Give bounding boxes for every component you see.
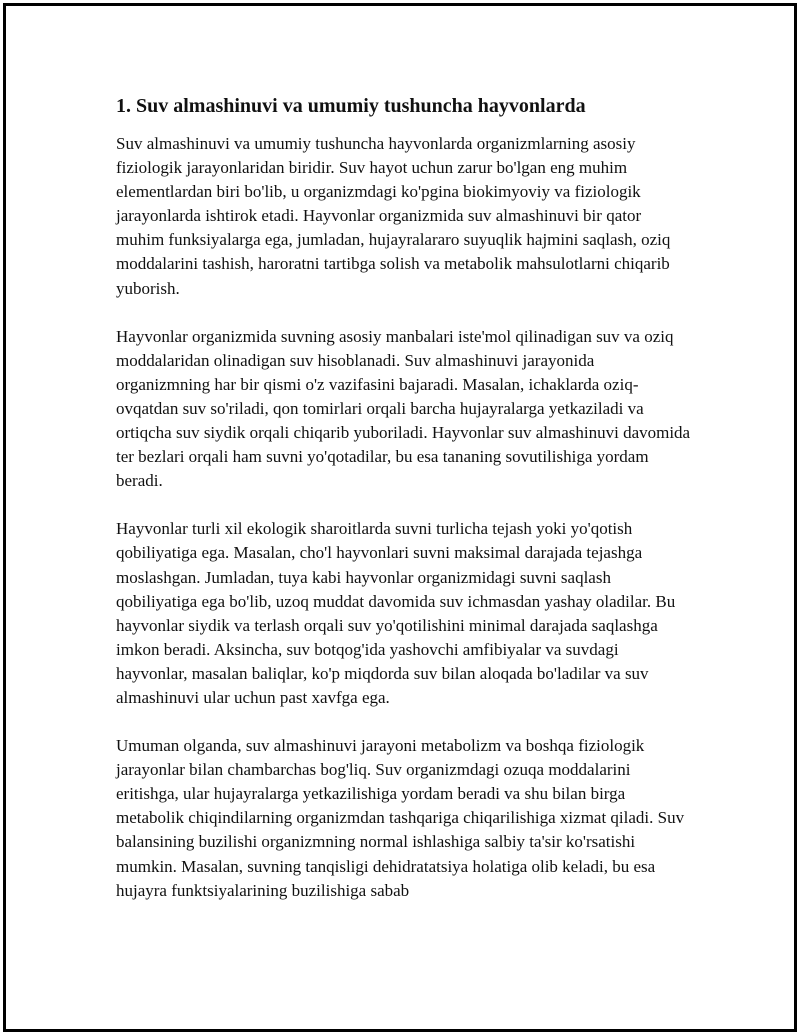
section-heading: 1. Suv almashinuvi va umumiy tushuncha hayvonlarda xyxy=(116,95,586,117)
paragraph-1: Suv almashinuvi va umumiy tushuncha hayvonlarda organizmlarning asosiy fiziologik jarayonlaridan biridir. Suv hayot uchun zarur bo'lgan eng muhim elementlardan biri bo'lib, u organizmdagi ko'pgina biokimyoviy va fiziologik jarayonlarda ishtirok etadi. Hayvonlar organizmida suv almashinuvi bir qator muhim funksiyalarga ega, jumladan, hujayralararo suyuqlik hajmini saqlash, oziq moddalarini tashish, haroratni tartibga solish va metabolik mahsulotlarni chiqarib yuborish. xyxy=(116,134,671,298)
paragraph-4: Umuman olganda, suv almashinuvi jarayoni metabolizm va boshqa fiziologik jarayonlar bilan chambarchas bog'liq. Suv organizmdagi ozuqa moddalarini eritishga, ular hujayralarga yetkazilishiga yordam beradi va shu bilan birga metabolik chiqindilarning organizmdan tashqariga chiqarilishiga xizmat qiladi. Suv balansining buzilishi organizmning normal ishlashiga salbiy ta'sir ko'rsatishi mumkin. Masalan, suvning tanqisligi dehidratatsiya holatiga olib keladi, bu esa hujayra funktsiyalarining buzilishiga sabab xyxy=(116,736,685,900)
paragraph-2: Hayvonlar organizmida suvning asosiy manbalari iste'mol qilinadigan suv va oziq moddalaridan olinadigan suv hisoblanadi. Suv almashinuvi jarayonida organizmning har bir qismi o'z vazifasini bajaradi. Masalan, ichaklarda oziq-ovqatdan suv so'riladi, qon tomirlari orqali barcha hujayralarga yetkaziladi va ortiqcha suv siydik orqali chiqarib yuboriladi. Hayvonlar suv almashinuvi davomida ter bezlari orqali ham suvni yo'qotadilar, bu esa tananing sovutilishiga yordam beradi. xyxy=(116,326,691,491)
document-body xyxy=(116,92,691,927)
paragraph-3: Hayvonlar turli xil ekologik sharoitlarda suvni turlicha tejash yoki yo'qotish qobiliyatiga ega. Masalan, cho'l hayvonlari suvni maksimal darajada tejashga moslashgan. Jumladan, tuya kabi hayvonlar organizmidagi suvni saqlash qobiliyatiga ega bo'lib, uzoq muddat davomida suv ichmasdan yashay oladilar. Bu hayvonlar siydik va terlash orqali suv yo'qotilishini minimal darajada saqlashga imkon beradi. Aksincha, suv botqog'ida yashovchi amfibiyalar va suvdagi hayvonlar, masalan baliqlar, ko'p miqdorda suv bilan aloqada bo'ladilar va suv almashinuvi ular uchun past xavfga ega. xyxy=(116,519,676,707)
